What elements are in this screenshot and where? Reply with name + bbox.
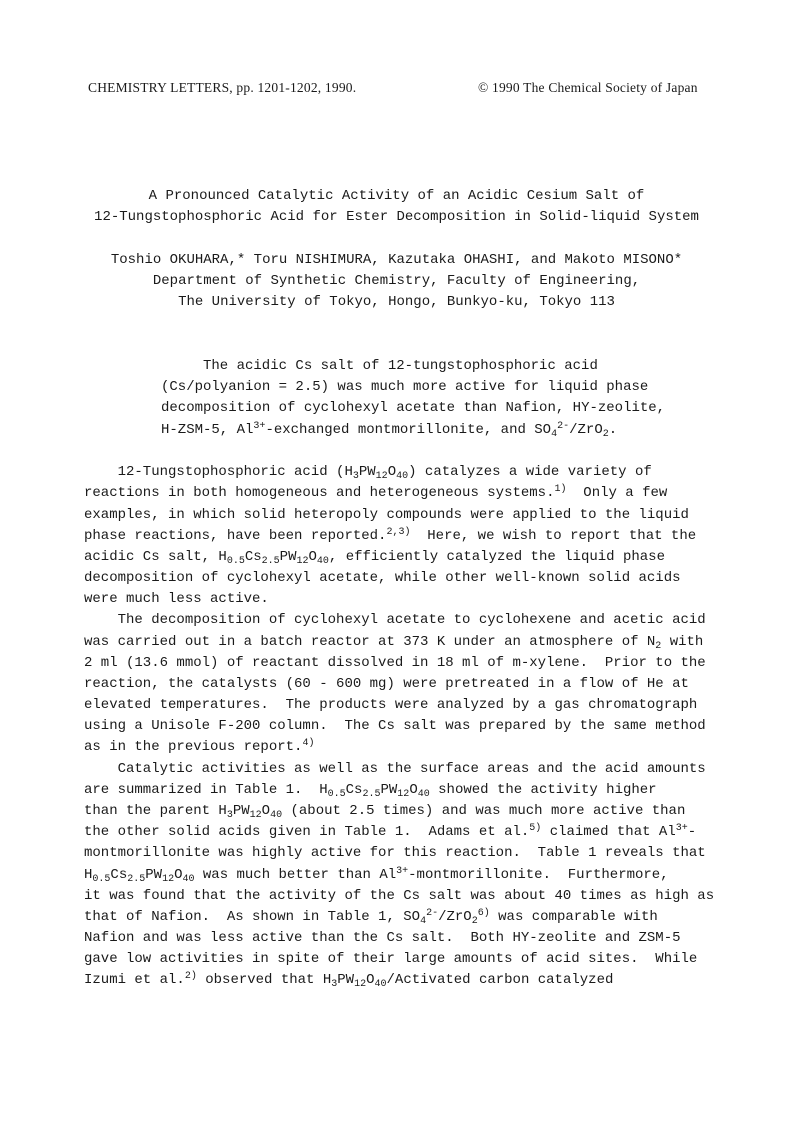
- body-line: reactions in both homogeneous and heterogeneous systems.$^{1)}$ Only a few: [84, 484, 668, 501]
- body-line: that of Nafion. As shown in Table 1, $SO_4^{2-}/ZrO_2^{6)}$ was comparable with: [84, 908, 658, 927]
- body-line: elevated temperatures. The products were analyzed by a gas chromatograph: [84, 697, 698, 713]
- body-line: Nafion and was less active than the Cs salt. Both HY-zeolite and ZSM-5: [84, 930, 681, 946]
- copyright-header: © 1990 The Chemical Society of Japan: [478, 80, 698, 95]
- body-line: were much less active.: [84, 591, 269, 607]
- university: The University of Tokyo, Hongo, Bunkyo-ku, Tokyo 113: [178, 294, 615, 310]
- author-list: Toshio OKUHARA,* Toru NISHIMURA, Kazutaka OHASHI, and Makoto MISONO*: [110, 252, 683, 268]
- body-line: the other solid acids given in Table 1. Adams et al.$^{5)}$ claimed that $Al^{3+}-$: [84, 823, 697, 840]
- title-line-2: 12-Tungstophosphoric Acid for Ester Decomposition in Solid-liquid System: [94, 209, 699, 225]
- body-line: The decomposition of cyclohexyl acetate to cyclohexene and acetic acid: [84, 612, 706, 628]
- body-line: as in the previous report.$^{4)}$: [84, 738, 315, 755]
- body-line: $H_{0.5}Cs_{2.5}PW_{12}O_{40}$ was much better than $Al^{3+}$-montmorillonite. Furthermore,: [84, 866, 669, 885]
- department: Department of Synthetic Chemistry, Faculty of Engineering,: [152, 273, 641, 289]
- title-line-1: A Pronounced Catalytic Activity of an Acidic Cesium Salt of: [148, 188, 645, 204]
- body-line: phase reactions, have been reported.$^{2,3)}$ Here, we wish to report that the: [84, 527, 697, 544]
- body-line: decomposition of cyclohexyl acetate, while other well-known solid acids: [84, 570, 681, 586]
- body-line: examples, in which solid heteropoly compounds were applied to the liquid: [84, 507, 689, 523]
- body-line: 2 ml (13.6 mmol) of reactant dissolved in 18 ml of m-xylene. Prior to the: [84, 655, 706, 671]
- abstract-line: (Cs/polyanion = 2.5) was much more active for liquid phase: [161, 379, 649, 395]
- abstract-line: decomposition of cyclohexyl acetate than Nafion, HY-zeolite,: [161, 400, 666, 416]
- abstract-line: The acidic Cs salt of 12-tungstophosphoric acid: [203, 358, 598, 374]
- body-line: was carried out in a batch reactor at 373 K under an atmosphere of $N_2$ with: [84, 634, 704, 652]
- body-line: 12-Tungstophosphoric acid $(H_3PW_{12}O_{40})$ catalyzes a wide variety of: [84, 464, 652, 482]
- abstract-line: H-ZSM-5, $Al^{3+}$-exchanged montmorillonite, and $SO_4^{2-}/ZrO_2$.: [161, 421, 618, 440]
- body-line: acidic Cs salt, $H_{0.5}Cs_{2.5}PW_{12}O_{40}$, efficiently catalyzed the liquid phase: [84, 549, 665, 567]
- journal-header: CHEMISTRY LETTERS, pp. 1201-1202, 1990.: [88, 80, 357, 95]
- body-line: Catalytic activities as well as the surface areas and the acid amounts: [84, 761, 706, 777]
- body-line: Izumi et al.$^{2)}$ observed that $H_3PW_{12}O_{40}$/Activated carbon catalyzed: [84, 971, 614, 990]
- body-line: it was found that the activity of the Cs salt was about 40 times as high as: [84, 888, 715, 904]
- body-line: than the parent $H_3PW_{12}O_{40}$ (about 2.5 times) and was much more active than: [84, 803, 686, 821]
- body-line: are summarized in Table 1. $H_{0.5}Cs_{2.5}PW_{12}O_{40}$ showed the activity higher: [84, 782, 657, 800]
- body-line: using a Unisole F-200 column. The Cs salt was prepared by the same method: [84, 718, 706, 734]
- body-line: gave low activities in spite of their large amounts of acid sites. While: [84, 951, 698, 967]
- body-line: reaction, the catalysts (60 - 600 mg) were pretreated in a flow of He at: [84, 676, 689, 692]
- body-line: montmorillonite was highly active for this reaction. Table 1 reveals that: [84, 845, 706, 861]
